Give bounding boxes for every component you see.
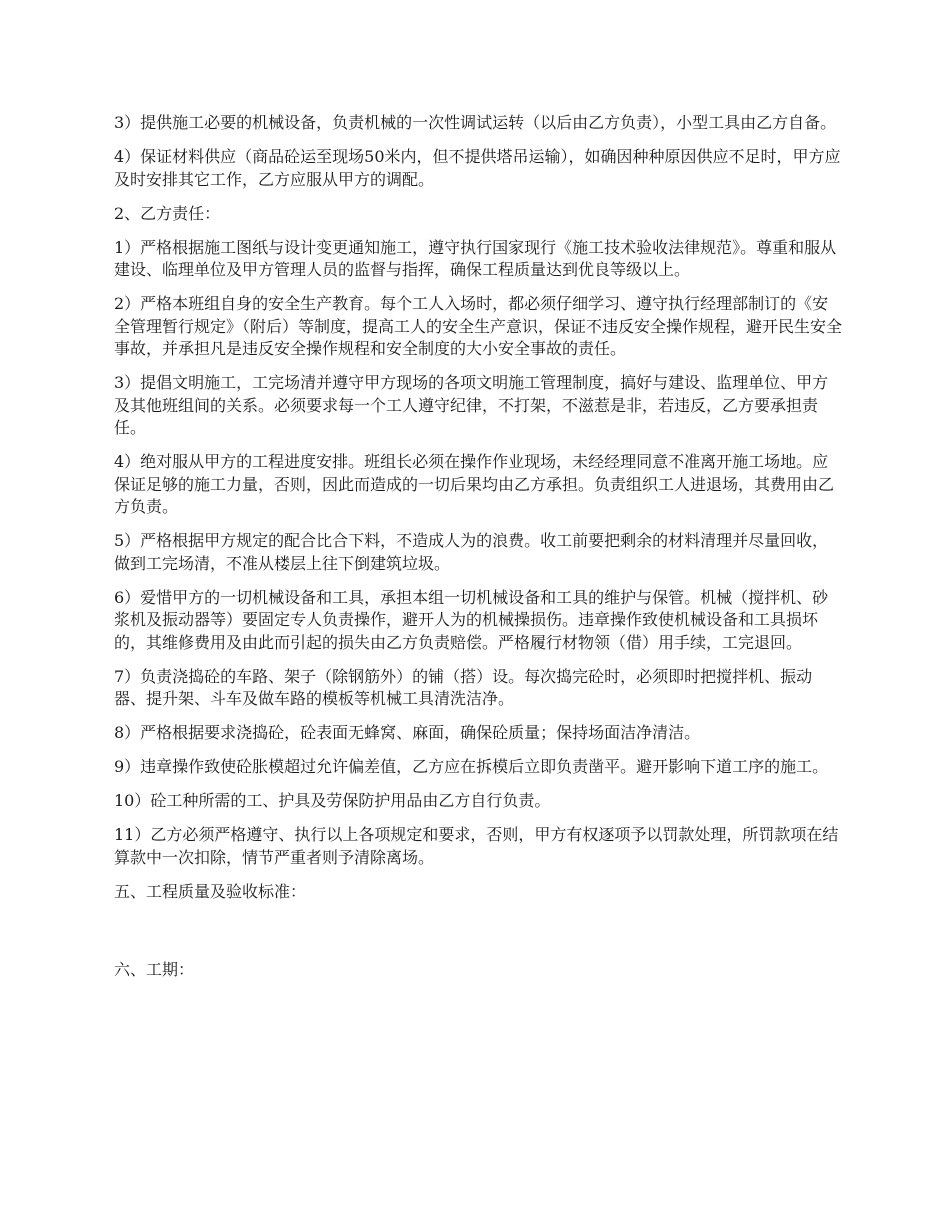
paragraph-penalties: 11）乙方必须严格遵守、执行以上各项规定和要求，否则，甲方有权逐项予以罚款处理，所罚款项在结算款中一次扣除，情节严重者则予清除离场。 [114,825,839,867]
paragraph-equipment: 3）提供施工必要的机械设备，负责机械的一次性调试运转（以后由乙方负责），小型工具由乙方自备。 [114,113,837,132]
paragraph-safety-education: 2）严格本班组自身的安全生产教育。每个工人入场时，都必须仔细学习、遵守执行经理部制订的《安全管理暂行规定》（附后）等制度，提高工人的安全生产意识，保证不违反安全操作规程，避开民生安全事故，并承担凡是违反安全操作规程和安全制度的大小安全事故的责任。 [114,294,843,358]
paragraph-schedule-obedience: 4）绝对服从甲方的工程进度安排。班组长必须在操作作业现场，未经经理同意不准离开施工场地。应保证足够的施工力量，否则，因此而造成的一切后果均由乙方承担。负责组织工人进退场，其费用由乙方负责。 [114,452,835,516]
paragraph-construction-spec: 1）严格根据施工图纸与设计变更通知施工，遵守执行国家现行《施工技术验收法律规范》。尊重和服从建设、临理单位及甲方管理人员的监督与指挥，确保工程质量达到优良等级以上。 [114,237,837,279]
paragraph-formwork-deviation: 9）违章操作致使砼胀模超过允许偏差值，乙方应在拆模后立即负责凿平。避开影响下道工序的施工。 [114,757,829,776]
paragraph-protective-gear: 10）砼工种所需的工、护具及劳保防护用品由乙方自行负责。 [114,791,551,810]
paragraph-civilized-construction: 3）提倡文明施工，工完场清并遵守甲方现场的各项文明施工管理制度，搞好与建设、监理单位、甲方及其他班组间的关系。必须要求每一个工人遵守纪律，不打架，不滋惹是非，若违反，乙方要承担责任。 [114,373,829,437]
document-page [114,112,842,982]
paragraph-equipment-care: 6）爱惜甲方的一切机械设备和工具，承担本组一切机械设备和工具的维护与保管。机械（搅拌机、砂浆机及振动器等）要固定专人负责操作，避开人为的机械操损伤。违章操作致使机械设备和工具损坏的，其维修费用及由此而引起的损失由乙方负责赔偿。严格履行材物领（借）用手续，工完退回。 [114,587,829,652]
paragraph-material-supply: 4）保证材料供应（商品砼运至现场50米内，但不提供塔吊运输），如确因种种原因供应不足时，甲方应及时安排其它工作，乙方应服从甲方的调配。 [114,147,841,189]
paragraph-pouring-quality: 8）严格根据要求浇捣砼，砼表面无蜂窝、麻面，确保砼质量；保持场面洁净清洁。 [114,723,701,742]
section-heading-quality-acceptance: 五、工程质量及验收标准： [114,881,307,901]
paragraph-material-mix: 5）严格根据甲方规定的配合比合下料，不造成人为的浪费。收工前要把剩余的材料清理并尽量回收，做到工完场清，不准从楼层上往下倒建筑垃圾。 [114,531,829,573]
heading-party-b-responsibility: 2、乙方责任： [114,203,221,223]
blank-space [114,903,842,959]
section-heading-duration: 六、工期： [114,960,195,979]
paragraph-pouring-paths: 7）负责浇捣砼的车路、架子（除钢筋外）的铺（搭）设。每次捣完砼时，必须即时把搅拌机、振动器、提升架、斗车及做车路的模板等机械工具清洗洁净。 [114,666,813,708]
